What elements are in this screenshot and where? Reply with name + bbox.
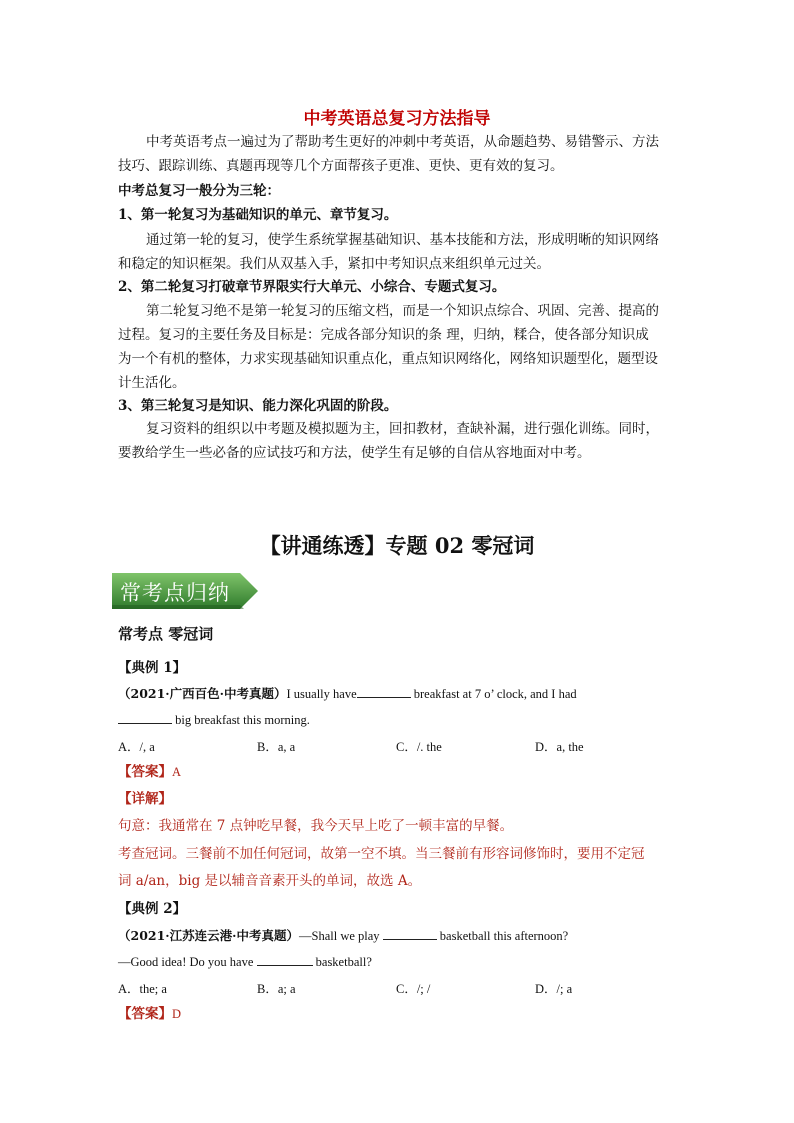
banner-label: 常考点归纳 [120,581,230,605]
example2-option-d: D．/; a [535,982,573,996]
round2-line-1: 第二轮复习绝不是第一轮复习的压缩文档，而是一个知识点综合、巩固、完善、提高的 [146,303,659,319]
example2-label: 【典例 2】 [118,901,187,917]
example1-blank-2 [118,711,172,724]
example1-question-line-2 [118,711,310,729]
example1-q-part2: breakfast at 7 o’ clock, and I had [410,687,577,701]
overview-heading: 中考总复习一般分为三轮： [118,183,280,199]
example1-option-a: A．/, a [118,740,155,754]
round3-heading: 3、第三轮复习是知识、能力深化巩固的阶段。 [118,398,398,414]
example2-answer-label: 【答案】 [118,1006,172,1022]
example1-question-line-1 [118,685,577,703]
example1-q-part3: big breakfast this morning. [172,713,310,727]
round3-line-2: 要教给学生一些必备的应试技巧和方法，使学生有足够的自信从容地面对中考。 [118,445,591,461]
example2-blank-2 [257,953,313,966]
round1-line-2: 和稳定的知识框架。我们从双基入手，紧扣中考知识点来组织单元过关。 [118,256,550,272]
round1-line-1: 通过第一轮的复习，使学生系统掌握基础知识、基本技能和方法，形成明晰的知识网络 [146,232,659,248]
example2-q2-part1: —Good idea! Do you have [118,955,257,969]
example1-answer-value: A [172,765,182,779]
example2-blank-1 [383,927,437,940]
example2-question-line-2 [118,953,372,971]
example1-label: 【典例 1】 [118,660,187,676]
topic-title: 【讲通练透】专题 02 零冠词 [259,533,535,558]
example1-explain-line-3: 词 a/an，big 是以辅音音素开头的单词，故选 A。 [118,873,422,889]
round2-heading: 2、第二轮复习打破章节界限实行大单元、小综合、专题式复习。 [118,279,506,295]
example1-explain-line-1: 句意：我通常在 7 点钟吃早餐，我今天早上吃了一顿丰富的早餐。 [118,818,514,834]
example2-answer-value: D [172,1007,182,1021]
intro-line-2: 技巧、跟踪训练、真题再现等几个方面帮孩子更准、更快、更有效的复习。 [118,158,564,174]
example2-question-line-1 [118,927,568,945]
example1-q-part1: I usually have [286,687,357,701]
example2-option-b: B．a; a [257,982,296,996]
example2-option-a: A．the; a [118,982,167,996]
example1-option-b: B．a, a [257,740,296,754]
example1-option-c: C．/. the [396,740,442,754]
round2-line-2: 过程。复习的主要任务及目标是：完成各部分知识的条 理，归纳，糅合，使各部分知识成 [118,327,649,343]
section-title: 常考点 零冠词 [118,625,214,643]
example2-q-part1: —Shall we play [299,929,383,943]
example2-q2-part2: basketball? [312,955,372,969]
document-title: 中考英语总复习方法指导 [303,109,491,129]
round2-line-4: 计生活化。 [118,375,186,391]
example1-source: （2021·广西百色·中考真题） [118,686,287,701]
example1-explain-line-2: 考查冠词。三餐前不加任何冠词，故第一空不填。当三餐前有形容词修饰时，要用不定冠 [118,846,645,862]
example2-answer [118,1005,181,1023]
section-banner [112,573,258,609]
example2-q-part2: basketball this afternoon? [436,929,569,943]
example1-blank-1 [357,685,411,698]
example1-answer-label: 【答案】 [118,764,172,780]
round3-line-1: 复习资料的组织以中考题及模拟题为主，回扣教材，查缺补漏，进行强化训练。同时， [146,421,659,437]
example1-answer [118,763,181,781]
round1-heading: 1、第一轮复习为基础知识的单元、章节复习。 [118,207,398,223]
example2-option-c: C．/; / [396,982,431,996]
round2-line-3: 为一个有机的整体，力求实现基础知识重点化，重点知识网络化，网络知识题型化，题型设 [118,351,658,367]
example2-source: （2021·江苏连云港·中考真题） [118,928,299,943]
example1-option-d: D．a, the [535,740,584,754]
example1-explain-label: 【详解】 [118,791,172,807]
intro-line-1: 中考英语考点一遍过为了帮助考生更好的冲刺中考英语，从命题趋势、易错警示、方法 [146,134,659,150]
